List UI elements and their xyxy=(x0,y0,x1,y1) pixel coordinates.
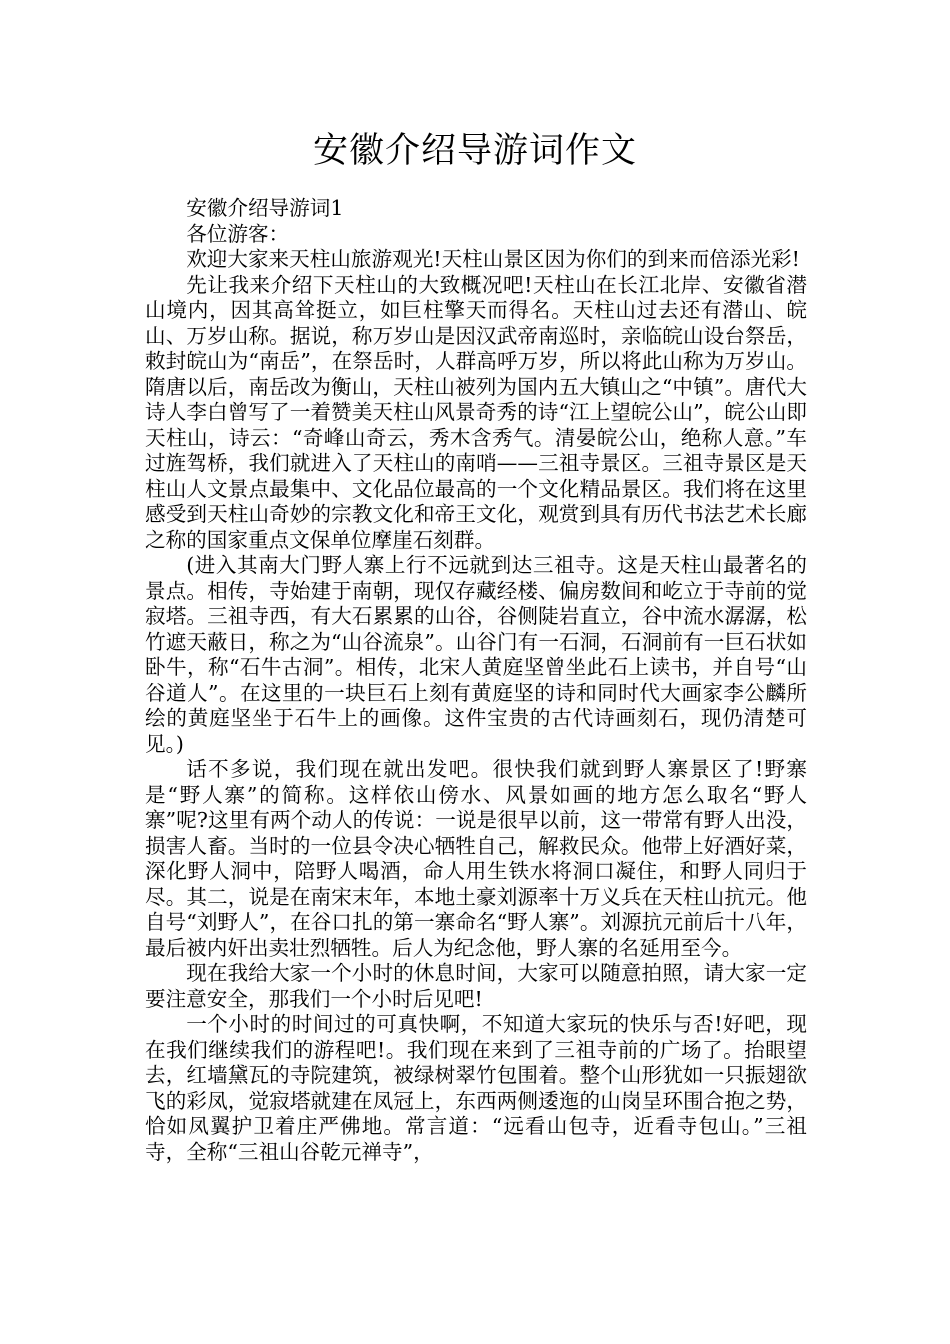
section-heading: 安徽介绍导游词1 xyxy=(186,196,344,220)
paragraph: 先让我来介绍下天柱山的大致概况吧!天柱山在长江北岸、安徽省潜山境内，因其高耸挺立，如巨柱擎天而得名。天柱山过去还有潜山、皖山、万岁山称。据说，称万岁山是因汉武帝南巡时，亲临皖山设台祭岳，敕封皖山为“南岳”，在祭岳时，人群高呼万岁，所以将此山称为万岁山。隋唐以后，南岳改为衡山，天柱山被列为国内五大镇山之“中镇”。唐代大诗人李白曾写了一着赞美天柱山风景奇秀的诗“江上望皖公山”，皖公山即天柱山，诗云：“奇峰山奇云，秀木含秀气。清晏皖公山，绝称人意。”车过旌驾桥，我们就进入了天柱山的南哨——三祖寺景区。三祖寺景区是天柱山人文景点最集中、文化品位最高的一个文化精品景区。我们将在这里感受到天柱山奇妙的宗教文化和帝王文化，观赏到具有历代书法艺术长廊之称的国家重点文保单位摩崖石刻群。 xyxy=(145,272,807,552)
greeting-line: 各位游客： xyxy=(186,221,290,246)
paragraph: 一个小时的时间过的可真快啊，不知道大家玩的快乐与否!好吧，现在我们继续我们的游程吧!。我们现在来到了三祖寺前的广场了。抬眼望去，红墙黛瓦的寺院建筑，被绿树翠竹包围着。整个山形犹如一只振翅欲飞的彩凤，觉寂塔就建在凤冠上，东西两侧逶迤的山岗呈环围合抱之势，恰如凤翼护卫着庄严佛地。常言道：“远看山包寺，近看寺包山。”三祖寺，全称“三祖山谷乾元禅寺”， xyxy=(145,1012,807,1164)
document-body xyxy=(145,196,807,1165)
paragraph: 现在我给大家一个小时的休息时间，大家可以随意拍照，请大家一定要注意安全，那我们一个小时后见吧! xyxy=(145,961,807,1011)
paragraph: (进入其南大门野人寨上行不远就到达三祖寺。这是天柱山最著名的景点。相传，寺始建于南朝，现仅存藏经楼、偏房数间和屹立于寺前的觉寂塔。三祖寺西，有大石累累的山谷，谷侧陡岩直立，谷中流水潺潺，松竹遮天蔽日，称之为“山谷流泉”。山谷门有一石洞，石洞前有一巨石状如卧牛，称“石牛古洞”。相传，北宋人黄庭坚曾坐此石上读书，并自号“山谷道人”。在这里的一块巨石上刻有黄庭坚的诗和同时代大画家李公麟所绘的黄庭坚坐于石牛上的画像。这件宝贵的古代诗画刻石，现仍清楚可见。) xyxy=(145,553,807,756)
paragraph: 欢迎大家来天柱山旅游观光!天柱山景区因为你们的到来而倍添光彩! xyxy=(186,247,800,271)
paragraph: 话不多说，我们现在就出发吧。很快我们就到野人寨景区了!野寨是“野人寨”的简称。这样依山傍水、风景如画的地方怎么取名“野人寨”呢?这里有两个动人的传说：一说是很早以前，这一带常有野人出没，损害人畜。当时的一位县令决心牺牲自己，解救民众。他带上好酒好菜，深化野人洞中，陪野人喝酒，命人用生铁水将洞口凝住，和野人同归于尽。其二，说是在南宋末年，本地土豪刘源率十万义兵在天柱山抗元。他自号“刘野人”，在谷口扎的第一寨命名“野人寨”。刘源抗元前后十八年，最后被内奸出卖壮烈牺牲。后人为纪念他，野人寨的名延用至今。 xyxy=(145,757,807,960)
document-title: 安徽介绍导游词作文 xyxy=(312,131,637,171)
